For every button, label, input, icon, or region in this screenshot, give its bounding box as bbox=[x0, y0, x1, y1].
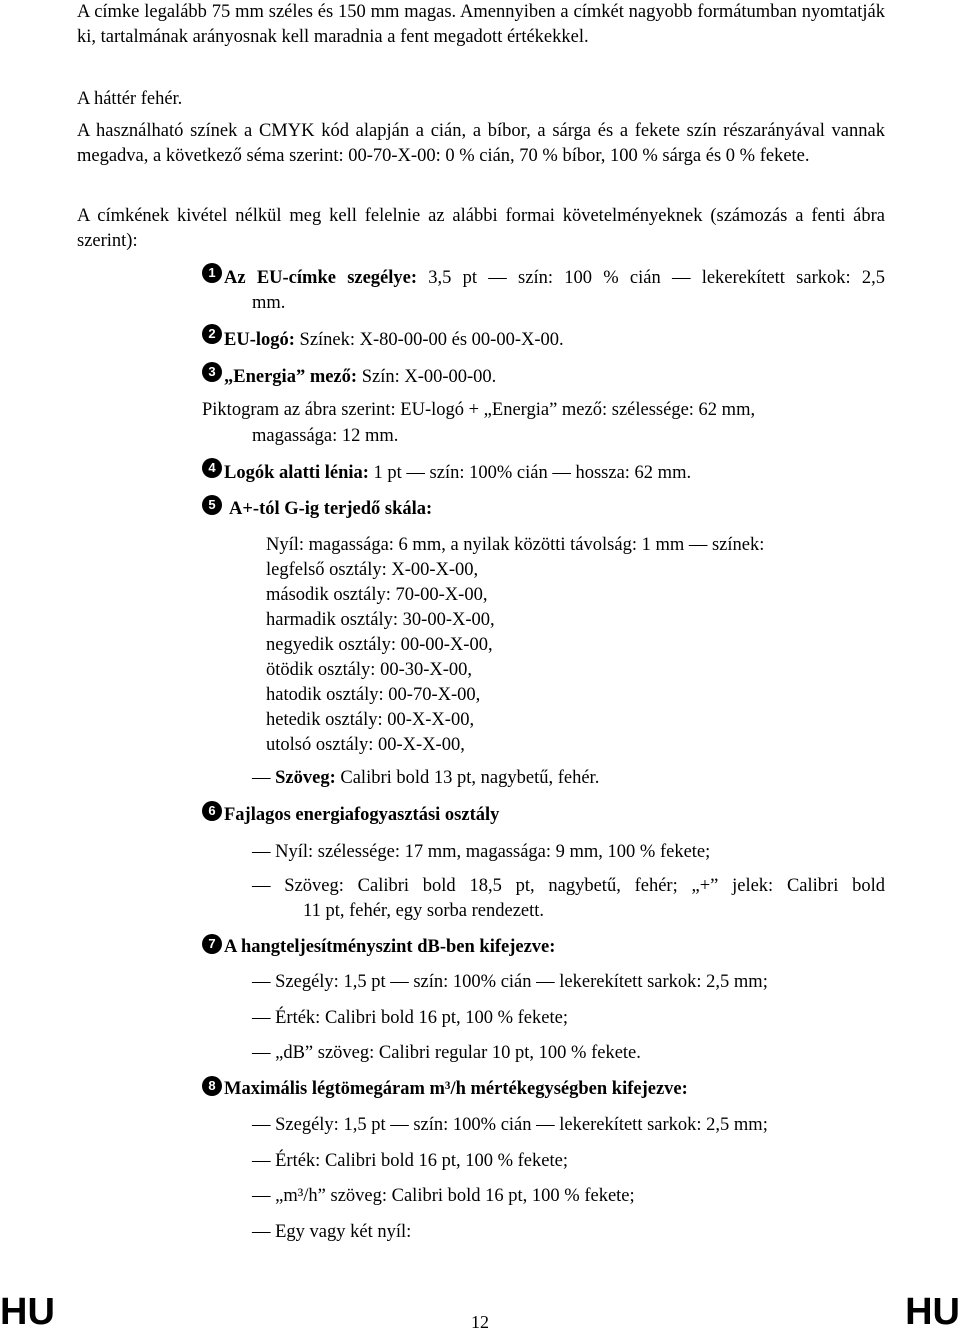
item-label: Szöveg: bbox=[275, 768, 336, 788]
intro-paragraph-size: A címke legalább 75 mm széles és 150 mm magas. Amennyiben a címkét nagyobb formátumban nyomtatják ki, tartalmának arányosnak kell maradnia a fent megadott értékekkel. bbox=[77, 2, 885, 47]
footer-language-left: HU bbox=[0, 1291, 55, 1333]
spec-text: Érték: Calibri bold 16 pt, 100 % fekete; bbox=[275, 1008, 568, 1028]
pictogram-line-cont: magassága: 12 mm. bbox=[252, 426, 399, 446]
airflow-unit-spec bbox=[252, 1184, 892, 1209]
spec-text: Egy vagy két nyíl: bbox=[275, 1222, 412, 1242]
spec-text: Nyíl: szélessége: 17 mm, magassága: 9 mm, 100 % fekete; bbox=[275, 842, 711, 862]
item-sound-level bbox=[224, 935, 894, 960]
airflow-value-spec bbox=[252, 1149, 892, 1174]
number-badge-3: 3 bbox=[202, 362, 222, 382]
item-text: Színek: X-80-00-00 és 00-00-X-00. bbox=[294, 330, 564, 350]
item-logo-line bbox=[224, 461, 894, 486]
item-text: Szín: X-00-00-00. bbox=[357, 367, 497, 387]
scale-line: utolsó osztály: 00-X-X-00, bbox=[266, 735, 465, 755]
item-label: EU-logó: bbox=[224, 330, 295, 350]
spec-text: Érték: Calibri bold 16 pt, 100 % fekete; bbox=[275, 1151, 568, 1171]
spec-text: „m³/h” szöveg: Calibri bold 16 pt, 100 % fekete; bbox=[275, 1186, 635, 1206]
intro-paragraph-requirements: A címkének kivétel nélkül meg kell felelnie az alábbi formai követelményeknek (számozás a fenti ábra szerint): bbox=[77, 206, 885, 251]
sound-border-spec bbox=[252, 970, 892, 995]
item-border-cont: mm. bbox=[252, 293, 286, 313]
airflow-arrow-spec bbox=[252, 1220, 892, 1245]
number-badge-6: 6 bbox=[202, 801, 222, 821]
dash-marker: — bbox=[252, 1115, 271, 1135]
number-badge-1: 1 bbox=[202, 263, 222, 283]
dash-marker: — bbox=[252, 1222, 271, 1242]
dash-marker: — bbox=[252, 1043, 271, 1063]
dash-marker: — bbox=[252, 768, 271, 788]
dash-marker: — bbox=[252, 972, 271, 992]
item-energy-field bbox=[224, 365, 894, 390]
item-label: A+-tól G-ig terjedő skála: bbox=[229, 499, 433, 519]
scale-line: hatodik osztály: 00-70-X-00, bbox=[266, 685, 481, 705]
efficiency-text-spec-cont: 11 pt, fehér, egy sorba rendezett. bbox=[303, 901, 545, 921]
sound-unit-spec bbox=[252, 1041, 892, 1066]
efficiency-text-spec bbox=[252, 874, 885, 899]
scale-line: második osztály: 70-00-X-00, bbox=[266, 585, 488, 605]
item-eu-logo bbox=[224, 328, 894, 353]
item-label: Az EU-címke szegélye: bbox=[224, 268, 418, 288]
dash-marker: — bbox=[252, 1186, 271, 1206]
scale-line: Nyíl: magassága: 6 mm, a nyilak közötti távolság: 1 mm — színek: bbox=[266, 535, 765, 555]
number-badge-8: 8 bbox=[202, 1076, 222, 1096]
scale-line: ötödik osztály: 00-30-X-00, bbox=[266, 660, 473, 680]
scale-line: harmadik osztály: 30-00-X-00, bbox=[266, 610, 495, 630]
item-text: 3,5 pt — szín: 100 % cián — lekerekített sarkok: 2,5 bbox=[417, 268, 885, 288]
number-badge-4: 4 bbox=[202, 458, 222, 478]
dash-marker: — bbox=[252, 1008, 271, 1028]
intro-paragraph-colors: A használható színek a CMYK kód alapján a cián, a bíbor, a sárga és a fekete szín részarányával vannak megadva, a következő séma szerint: 00-70-X-00: 0 % cián, 70 % bíbor, 100 % sárga és 0 % fekete. bbox=[77, 121, 885, 166]
item-airflow bbox=[224, 1077, 894, 1102]
dash-marker: — bbox=[252, 876, 271, 896]
item-label: A hangteljesítményszint dB-ben kifejezve: bbox=[224, 937, 556, 957]
spec-text: Szöveg: Calibri bold 18,5 pt, nagybetű, fehér; „+” jelek: Calibri bold bbox=[284, 876, 886, 896]
number-badge-7: 7 bbox=[202, 934, 222, 954]
sound-value-spec bbox=[252, 1006, 892, 1031]
item-scale-heading bbox=[229, 497, 899, 522]
footer-language-right: HU bbox=[905, 1291, 960, 1333]
dash-marker: — bbox=[252, 842, 271, 862]
dash-marker: — bbox=[252, 1151, 271, 1171]
item-text: 1 pt — szín: 100% cián — hossza: 62 mm. bbox=[368, 463, 692, 483]
scale-line: legfelső osztály: X-00-X-00, bbox=[266, 560, 479, 580]
scale-line: negyedik osztály: 00-00-X-00, bbox=[266, 635, 493, 655]
spec-text: „dB” szöveg: Calibri regular 10 pt, 100 % fekete. bbox=[275, 1043, 641, 1063]
page-number: 12 bbox=[471, 1312, 489, 1332]
item-label: Logók alatti lénia: bbox=[224, 463, 369, 483]
item-efficiency-class bbox=[224, 803, 894, 828]
item-label: „Energia” mező: bbox=[224, 367, 358, 387]
item-border bbox=[224, 266, 885, 291]
efficiency-arrow-spec bbox=[252, 840, 892, 865]
item-label: Fajlagos energiafogyasztási osztály bbox=[224, 805, 500, 825]
number-badge-5: 5 bbox=[202, 495, 222, 515]
spec-text: Szegély: 1,5 pt — szín: 100% cián — lekerekített sarkok: 2,5 mm; bbox=[275, 1115, 768, 1135]
scale-line: hetedik osztály: 00-X-X-00, bbox=[266, 710, 475, 730]
scale-text-spec bbox=[252, 766, 892, 791]
intro-paragraph-background: A háttér fehér. bbox=[77, 89, 183, 109]
spec-text: Szegély: 1,5 pt — szín: 100% cián — lekerekített sarkok: 2,5 mm; bbox=[275, 972, 768, 992]
number-badge-2: 2 bbox=[202, 324, 222, 344]
item-text: Calibri bold 13 pt, nagybetű, fehér. bbox=[335, 768, 600, 788]
pictogram-line: Piktogram az ábra szerint: EU-logó + „Energia” mező: szélessége: 62 mm, bbox=[202, 400, 756, 420]
airflow-border-spec bbox=[252, 1113, 892, 1138]
item-label: Maximális légtömegáram m³/h mértékegységben kifejezve: bbox=[224, 1079, 688, 1099]
